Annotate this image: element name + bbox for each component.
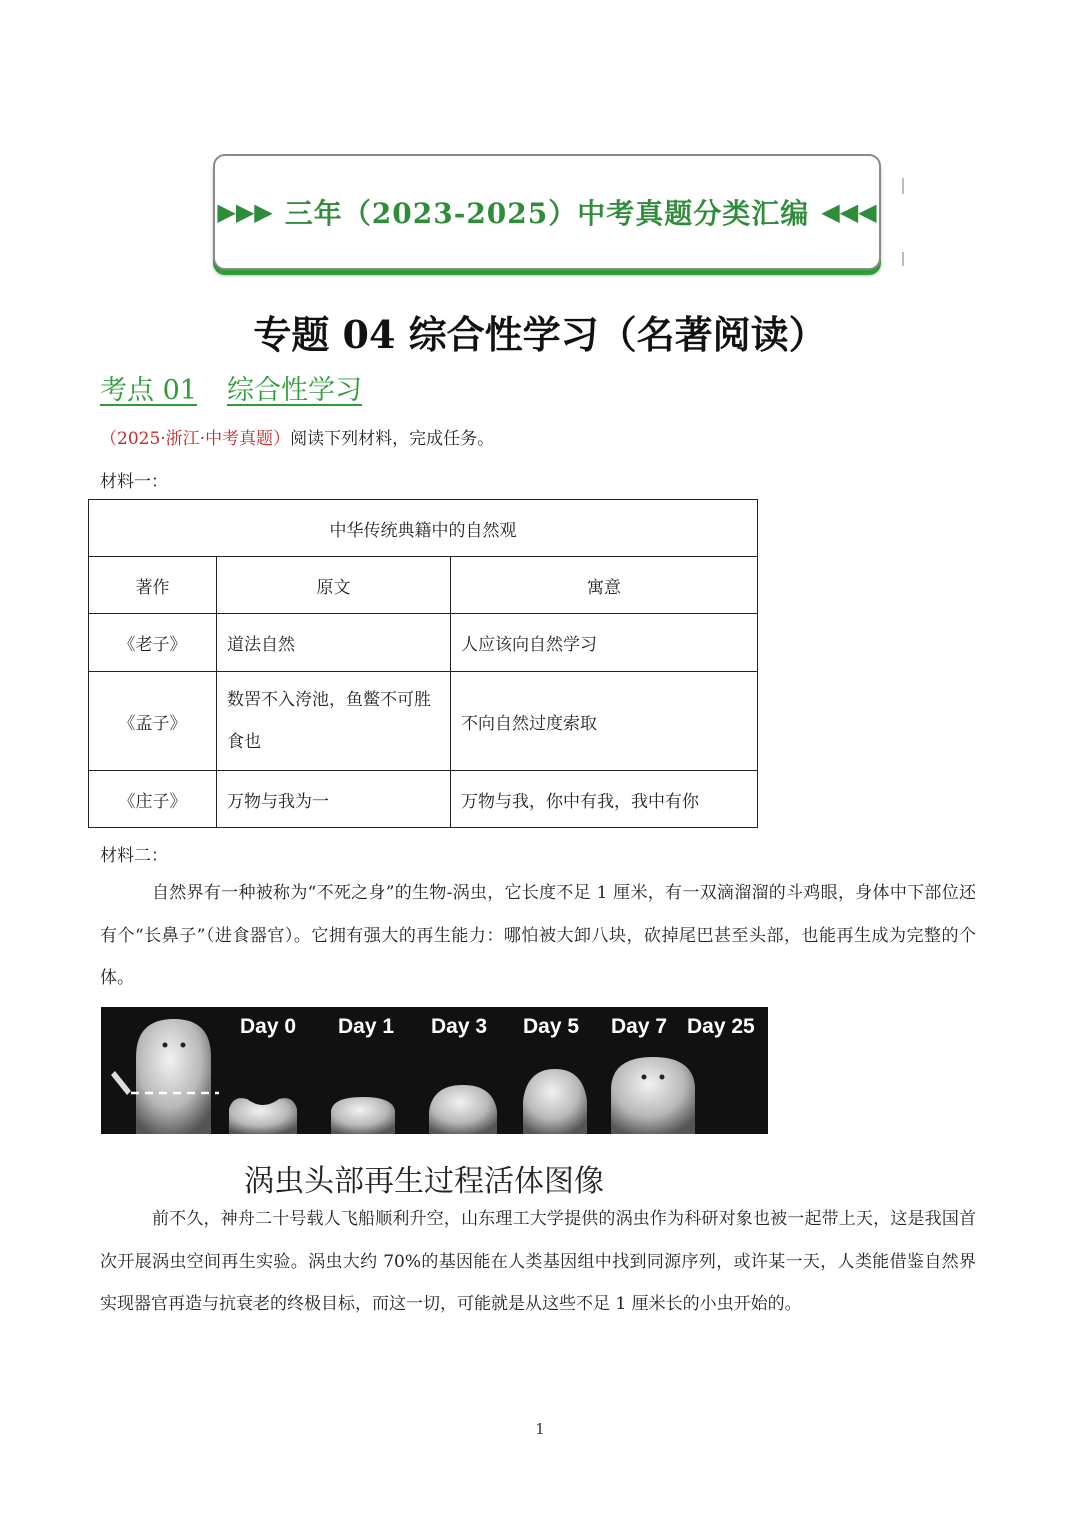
banner-edge-mark: [902, 178, 904, 194]
table-cell-meaning: 不向自然过度索取: [451, 672, 758, 771]
page-title: 专题 04 综合性学习（名著阅读）: [253, 312, 827, 357]
day-label: Day 0: [240, 1015, 297, 1038]
material2-paragraph: [100, 872, 976, 1000]
day-label: Day 5: [523, 1015, 580, 1038]
banner-left-arrows: ▶▶▶: [217, 198, 273, 226]
table-header-row: [89, 557, 758, 614]
planarian-regeneration-image: [101, 1007, 768, 1134]
section-title: 综合性学习: [226, 375, 362, 406]
paragraph-text: 自然界有一种被称为“不死之身”的生物-涡虫，它长度不足 1 厘米，有一双滴溜溜的斗鸡眼，身体中下部位还有个“长鼻子”（进食器官）。它拥有强大的再生能力：哪怕被大卸八块，砍掉尾巴甚至头部，也能再生成为完整的个体。: [100, 883, 976, 988]
table-header-cell: 原文: [217, 557, 451, 614]
banner-right-arrows: ◀◀◀: [821, 198, 877, 226]
table-row: [89, 771, 758, 828]
day-label: Day 3: [431, 1015, 488, 1038]
question-line: [100, 424, 494, 449]
question-prompt: 阅读下列材料，完成任务。: [290, 429, 495, 449]
day-label: Day 7: [611, 1015, 668, 1038]
header-banner: [213, 154, 881, 270]
page-number: 1: [535, 1420, 545, 1438]
table-row: [89, 672, 758, 771]
section-number: 考点 01: [100, 375, 197, 406]
question-source: （2025·浙江·中考真题）: [100, 429, 291, 449]
day-label: Day 25: [687, 1015, 755, 1038]
day-label: Day 1: [338, 1015, 395, 1038]
table-cell-work: 《孟子》: [89, 672, 217, 771]
worm-day3: [331, 1097, 395, 1134]
worm-day0: [136, 1019, 211, 1134]
table-cell-work: 《庄子》: [89, 771, 217, 828]
table-cell-work: 《老子》: [89, 614, 217, 672]
material1-label: 材料一：: [100, 472, 168, 492]
table-cell-original: 道法自然: [217, 614, 451, 672]
banner-edge-mark: [902, 252, 904, 266]
table-cell-meaning: 人应该向自然学习: [451, 614, 758, 672]
table-title: 中华传统典籍中的自然观: [89, 500, 758, 557]
table-row: [89, 614, 758, 672]
paragraph-text: 前不久，神舟二十号载人飞船顺利升空，山东理工大学提供的涡虫作为科研对象也被一起带上天，这是我国首次开展涡虫空间再生实验。涡虫大约 70%的基因能在人类基因组中找到同源序列，或许某一天，人类能借鉴自然界实现器官再造与抗衰老的终极目标，而这一切，可能就是从这些不足 1 厘米长的小虫开始的。: [100, 1209, 976, 1314]
section-heading: [100, 368, 362, 407]
worm-day7: [523, 1069, 587, 1134]
figure-caption: 涡虫头部再生过程活体图像: [244, 1164, 604, 1199]
table-cell-original: 万物与我为一: [217, 771, 451, 828]
table-cell-original: 数罟不入洿池，鱼鳖不可胜食也: [217, 672, 451, 771]
worm-day5: [429, 1085, 497, 1134]
banner-title: 三年（2023-2025）中考真题分类汇编: [284, 197, 810, 230]
worm-day25: [611, 1057, 695, 1134]
nature-view-table: [88, 499, 758, 828]
table-header-cell: 著作: [89, 557, 217, 614]
table-cell-meaning: 万物与我，你中有我，我中有你: [451, 771, 758, 828]
material2-paragraph-2: [100, 1198, 976, 1326]
table-header-cell: 寓意: [451, 557, 758, 614]
table-title-row: [89, 500, 758, 557]
scalpel-icon: [111, 1071, 131, 1095]
material2-label: 材料二：: [100, 846, 168, 866]
worm-day1: [229, 1098, 297, 1134]
